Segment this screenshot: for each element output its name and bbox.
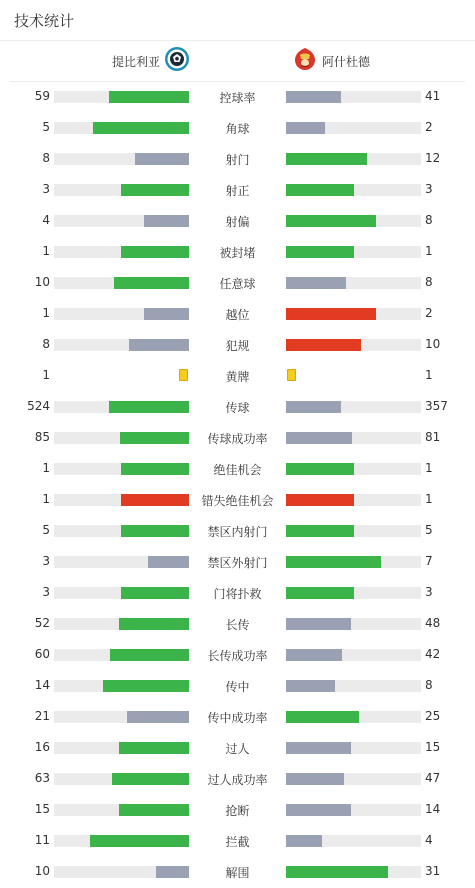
away-bar bbox=[286, 308, 376, 320]
home-bar bbox=[121, 246, 189, 258]
home-bar bbox=[114, 277, 189, 289]
away-bar-track bbox=[286, 401, 421, 413]
away-bar bbox=[286, 804, 351, 816]
stat-row bbox=[0, 763, 475, 794]
stat-row bbox=[0, 546, 475, 577]
home-value: 21 bbox=[34, 709, 50, 723]
away-value: 1 bbox=[425, 368, 433, 382]
stat-row bbox=[0, 453, 475, 484]
away-value: 47 bbox=[425, 771, 441, 785]
away-value: 1 bbox=[425, 492, 433, 506]
home-bar bbox=[119, 618, 189, 630]
home-value: 3 bbox=[42, 182, 50, 196]
away-bar bbox=[286, 463, 354, 475]
away-bar-track bbox=[286, 587, 421, 599]
away-bar bbox=[286, 587, 354, 599]
stat-row bbox=[0, 174, 475, 205]
home-bar-track bbox=[54, 122, 189, 134]
home-bar-track bbox=[54, 246, 189, 258]
away-value: 8 bbox=[425, 678, 433, 692]
home-bar-track bbox=[54, 277, 189, 289]
away-bar-track bbox=[286, 494, 421, 506]
stat-row bbox=[0, 608, 475, 639]
stat-row bbox=[0, 391, 475, 422]
home-bar-track bbox=[54, 773, 189, 785]
away-team-name: 阿什杜德 bbox=[322, 54, 371, 69]
away-value: 2 bbox=[425, 306, 433, 320]
away-bar bbox=[286, 339, 361, 351]
away-bar-track bbox=[286, 463, 421, 475]
home-bar-track bbox=[54, 804, 189, 816]
stat-label: 任意球 bbox=[219, 277, 256, 291]
home-value: 1 bbox=[42, 492, 50, 506]
away-bar-track bbox=[286, 680, 421, 692]
stat-label: 过人 bbox=[225, 742, 250, 756]
home-bar bbox=[121, 463, 189, 475]
away-bar bbox=[286, 556, 381, 568]
away-yellow-card-icon bbox=[287, 369, 296, 381]
away-bar bbox=[286, 773, 344, 785]
away-bar-track bbox=[286, 804, 421, 816]
away-value: 4 bbox=[425, 833, 433, 847]
home-value: 524 bbox=[27, 399, 50, 413]
away-bar-track bbox=[286, 618, 421, 630]
stat-row bbox=[0, 298, 475, 329]
away-bar-track bbox=[286, 866, 421, 878]
home-bar bbox=[121, 587, 189, 599]
stat-row bbox=[0, 360, 475, 391]
away-value: 42 bbox=[425, 647, 441, 661]
away-bar bbox=[286, 866, 388, 878]
stat-row bbox=[0, 732, 475, 763]
away-bar-track bbox=[286, 246, 421, 258]
home-bar-track bbox=[54, 91, 189, 103]
stat-label: 禁区内射门 bbox=[207, 525, 268, 539]
home-bar-track bbox=[54, 618, 189, 630]
away-bar-track bbox=[286, 308, 421, 320]
home-value: 8 bbox=[42, 337, 50, 351]
away-value: 81 bbox=[425, 430, 441, 444]
away-value: 3 bbox=[425, 585, 433, 599]
home-bar-track bbox=[54, 494, 189, 506]
stat-label: 长传 bbox=[225, 618, 250, 632]
home-value: 3 bbox=[42, 585, 50, 599]
home-team[interactable] bbox=[112, 48, 190, 74]
away-value: 48 bbox=[425, 616, 441, 630]
away-bar bbox=[286, 401, 341, 413]
home-bar-track bbox=[54, 835, 189, 847]
away-bar bbox=[286, 215, 376, 227]
home-bar-track bbox=[54, 401, 189, 413]
home-value: 5 bbox=[42, 523, 50, 537]
stat-label: 黄牌 bbox=[225, 370, 250, 384]
home-bar bbox=[110, 649, 189, 661]
away-bar bbox=[286, 91, 341, 103]
away-bar-track bbox=[286, 122, 421, 134]
home-bar bbox=[109, 401, 189, 413]
away-bar bbox=[286, 122, 325, 134]
home-value: 5 bbox=[42, 120, 50, 134]
stat-label: 射门 bbox=[225, 153, 250, 167]
away-value: 1 bbox=[425, 461, 433, 475]
away-value: 10 bbox=[425, 337, 441, 351]
away-value: 41 bbox=[425, 89, 441, 103]
stat-label: 射正 bbox=[225, 184, 250, 198]
home-bar bbox=[127, 711, 189, 723]
stat-label: 门将扑救 bbox=[213, 587, 262, 601]
home-bar-track bbox=[54, 525, 189, 537]
stat-label: 绝佳机会 bbox=[213, 463, 262, 477]
home-value: 59 bbox=[34, 89, 50, 103]
home-bar-track bbox=[54, 153, 189, 165]
home-value: 1 bbox=[42, 461, 50, 475]
away-team[interactable] bbox=[292, 48, 370, 74]
stat-row bbox=[0, 112, 475, 143]
away-bar-track bbox=[286, 649, 421, 661]
home-bar bbox=[109, 91, 189, 103]
away-value: 8 bbox=[425, 213, 433, 227]
away-value: 31 bbox=[425, 864, 441, 878]
home-bar bbox=[120, 432, 189, 444]
stat-row bbox=[0, 825, 475, 856]
stat-label: 解围 bbox=[225, 866, 250, 880]
away-value: 3 bbox=[425, 182, 433, 196]
stat-label: 被封堵 bbox=[219, 246, 256, 260]
stat-label: 越位 bbox=[225, 308, 250, 322]
home-bar bbox=[90, 835, 189, 847]
home-bar bbox=[103, 680, 189, 692]
away-bar bbox=[286, 680, 335, 692]
home-value: 85 bbox=[34, 430, 50, 444]
stat-label: 传球成功率 bbox=[207, 432, 268, 446]
home-bar bbox=[93, 122, 189, 134]
home-bar bbox=[112, 773, 189, 785]
stat-label: 角球 bbox=[225, 122, 250, 136]
away-bar bbox=[286, 277, 346, 289]
stat-row bbox=[0, 515, 475, 546]
home-value: 11 bbox=[34, 833, 50, 847]
home-value: 63 bbox=[34, 771, 50, 785]
home-bar bbox=[121, 494, 189, 506]
home-bar bbox=[156, 866, 189, 878]
stat-row bbox=[0, 670, 475, 701]
home-bar bbox=[121, 184, 189, 196]
away-value: 25 bbox=[425, 709, 441, 723]
stat-row bbox=[0, 794, 475, 825]
home-bar bbox=[144, 215, 189, 227]
home-team-name: 提比利亚 bbox=[111, 54, 160, 69]
away-bar bbox=[286, 711, 359, 723]
home-value: 60 bbox=[34, 647, 50, 661]
stat-row bbox=[0, 484, 475, 515]
home-bar bbox=[148, 556, 189, 568]
stat-label: 抢断 bbox=[225, 804, 250, 818]
home-bar-track bbox=[54, 556, 189, 568]
stats-list bbox=[0, 81, 475, 887]
home-value: 4 bbox=[42, 213, 50, 227]
home-bar-track bbox=[54, 184, 189, 196]
home-yellow-card-icon bbox=[179, 369, 188, 381]
home-value: 14 bbox=[34, 678, 50, 692]
away-bar-track bbox=[286, 184, 421, 196]
home-bar bbox=[135, 153, 189, 165]
away-bar bbox=[286, 494, 354, 506]
home-bar-track bbox=[54, 308, 189, 320]
away-value: 8 bbox=[425, 275, 433, 289]
home-value: 52 bbox=[34, 616, 50, 630]
away-value: 2 bbox=[425, 120, 433, 134]
away-bar-track bbox=[286, 742, 421, 754]
away-bar bbox=[286, 246, 354, 258]
away-value: 7 bbox=[425, 554, 433, 568]
away-bar bbox=[286, 153, 367, 165]
home-bar-track bbox=[54, 432, 189, 444]
home-value: 16 bbox=[34, 740, 50, 754]
home-bar-track bbox=[54, 587, 189, 599]
stat-label: 传中 bbox=[225, 680, 250, 694]
stat-label: 禁区外射门 bbox=[207, 556, 268, 570]
away-bar-track bbox=[286, 339, 421, 351]
stat-label: 错失绝佳机会 bbox=[201, 494, 274, 508]
home-bar-track bbox=[54, 742, 189, 754]
home-bar-track bbox=[54, 339, 189, 351]
away-bar-track bbox=[286, 525, 421, 537]
away-bar bbox=[286, 649, 342, 661]
home-bar bbox=[119, 804, 189, 816]
tiberias-badge-icon bbox=[164, 46, 190, 76]
home-bar bbox=[129, 339, 189, 351]
team-header bbox=[0, 41, 475, 81]
home-bar-track bbox=[54, 215, 189, 227]
home-bar bbox=[121, 525, 189, 537]
away-bar-track bbox=[286, 835, 421, 847]
stat-row bbox=[0, 267, 475, 298]
away-bar-track bbox=[286, 773, 421, 785]
home-value: 1 bbox=[42, 306, 50, 320]
away-bar-track bbox=[286, 153, 421, 165]
home-bar-track bbox=[54, 711, 189, 723]
home-value: 10 bbox=[34, 864, 50, 878]
away-value: 14 bbox=[425, 802, 441, 816]
stat-row bbox=[0, 143, 475, 174]
stat-row bbox=[0, 577, 475, 608]
away-bar bbox=[286, 184, 354, 196]
stat-label: 拦截 bbox=[225, 835, 250, 849]
stat-row bbox=[0, 856, 475, 887]
away-value: 1 bbox=[425, 244, 433, 258]
home-bar bbox=[144, 308, 189, 320]
away-bar-track bbox=[286, 432, 421, 444]
away-value: 15 bbox=[425, 740, 441, 754]
away-bar bbox=[286, 742, 351, 754]
page-title: 技术统计 bbox=[14, 12, 75, 30]
stat-label: 过人成功率 bbox=[207, 773, 268, 787]
stat-row bbox=[0, 639, 475, 670]
away-bar bbox=[286, 618, 351, 630]
away-bar bbox=[286, 525, 354, 537]
stat-row bbox=[0, 205, 475, 236]
away-bar-track bbox=[286, 277, 421, 289]
stat-row bbox=[0, 329, 475, 360]
home-value: 3 bbox=[42, 554, 50, 568]
away-bar-track bbox=[286, 711, 421, 723]
home-bar-track bbox=[54, 463, 189, 475]
home-bar-track bbox=[54, 866, 189, 878]
away-bar bbox=[286, 432, 352, 444]
stat-label: 长传成功率 bbox=[207, 649, 268, 663]
stat-row bbox=[0, 422, 475, 453]
away-value: 5 bbox=[425, 523, 433, 537]
away-bar-track bbox=[286, 215, 421, 227]
home-bar-track bbox=[54, 680, 189, 692]
stat-row bbox=[0, 81, 475, 112]
away-bar bbox=[286, 835, 322, 847]
stat-label: 射偏 bbox=[225, 215, 250, 229]
home-value: 10 bbox=[34, 275, 50, 289]
away-value: 12 bbox=[425, 151, 441, 165]
away-value: 357 bbox=[425, 399, 448, 413]
stat-label: 犯规 bbox=[225, 339, 250, 353]
home-value: 8 bbox=[42, 151, 50, 165]
stat-label: 控球率 bbox=[219, 91, 256, 105]
away-bar-track bbox=[286, 91, 421, 103]
stat-row bbox=[0, 701, 475, 732]
home-bar-track bbox=[54, 649, 189, 661]
stat-row bbox=[0, 236, 475, 267]
ashdod-badge-icon bbox=[292, 46, 318, 76]
stat-label: 传中成功率 bbox=[207, 711, 268, 725]
stat-label: 传球 bbox=[225, 401, 250, 415]
home-bar bbox=[119, 742, 189, 754]
home-value: 15 bbox=[34, 802, 50, 816]
away-bar-track bbox=[286, 556, 421, 568]
home-value: 1 bbox=[42, 368, 50, 382]
home-value: 1 bbox=[42, 244, 50, 258]
